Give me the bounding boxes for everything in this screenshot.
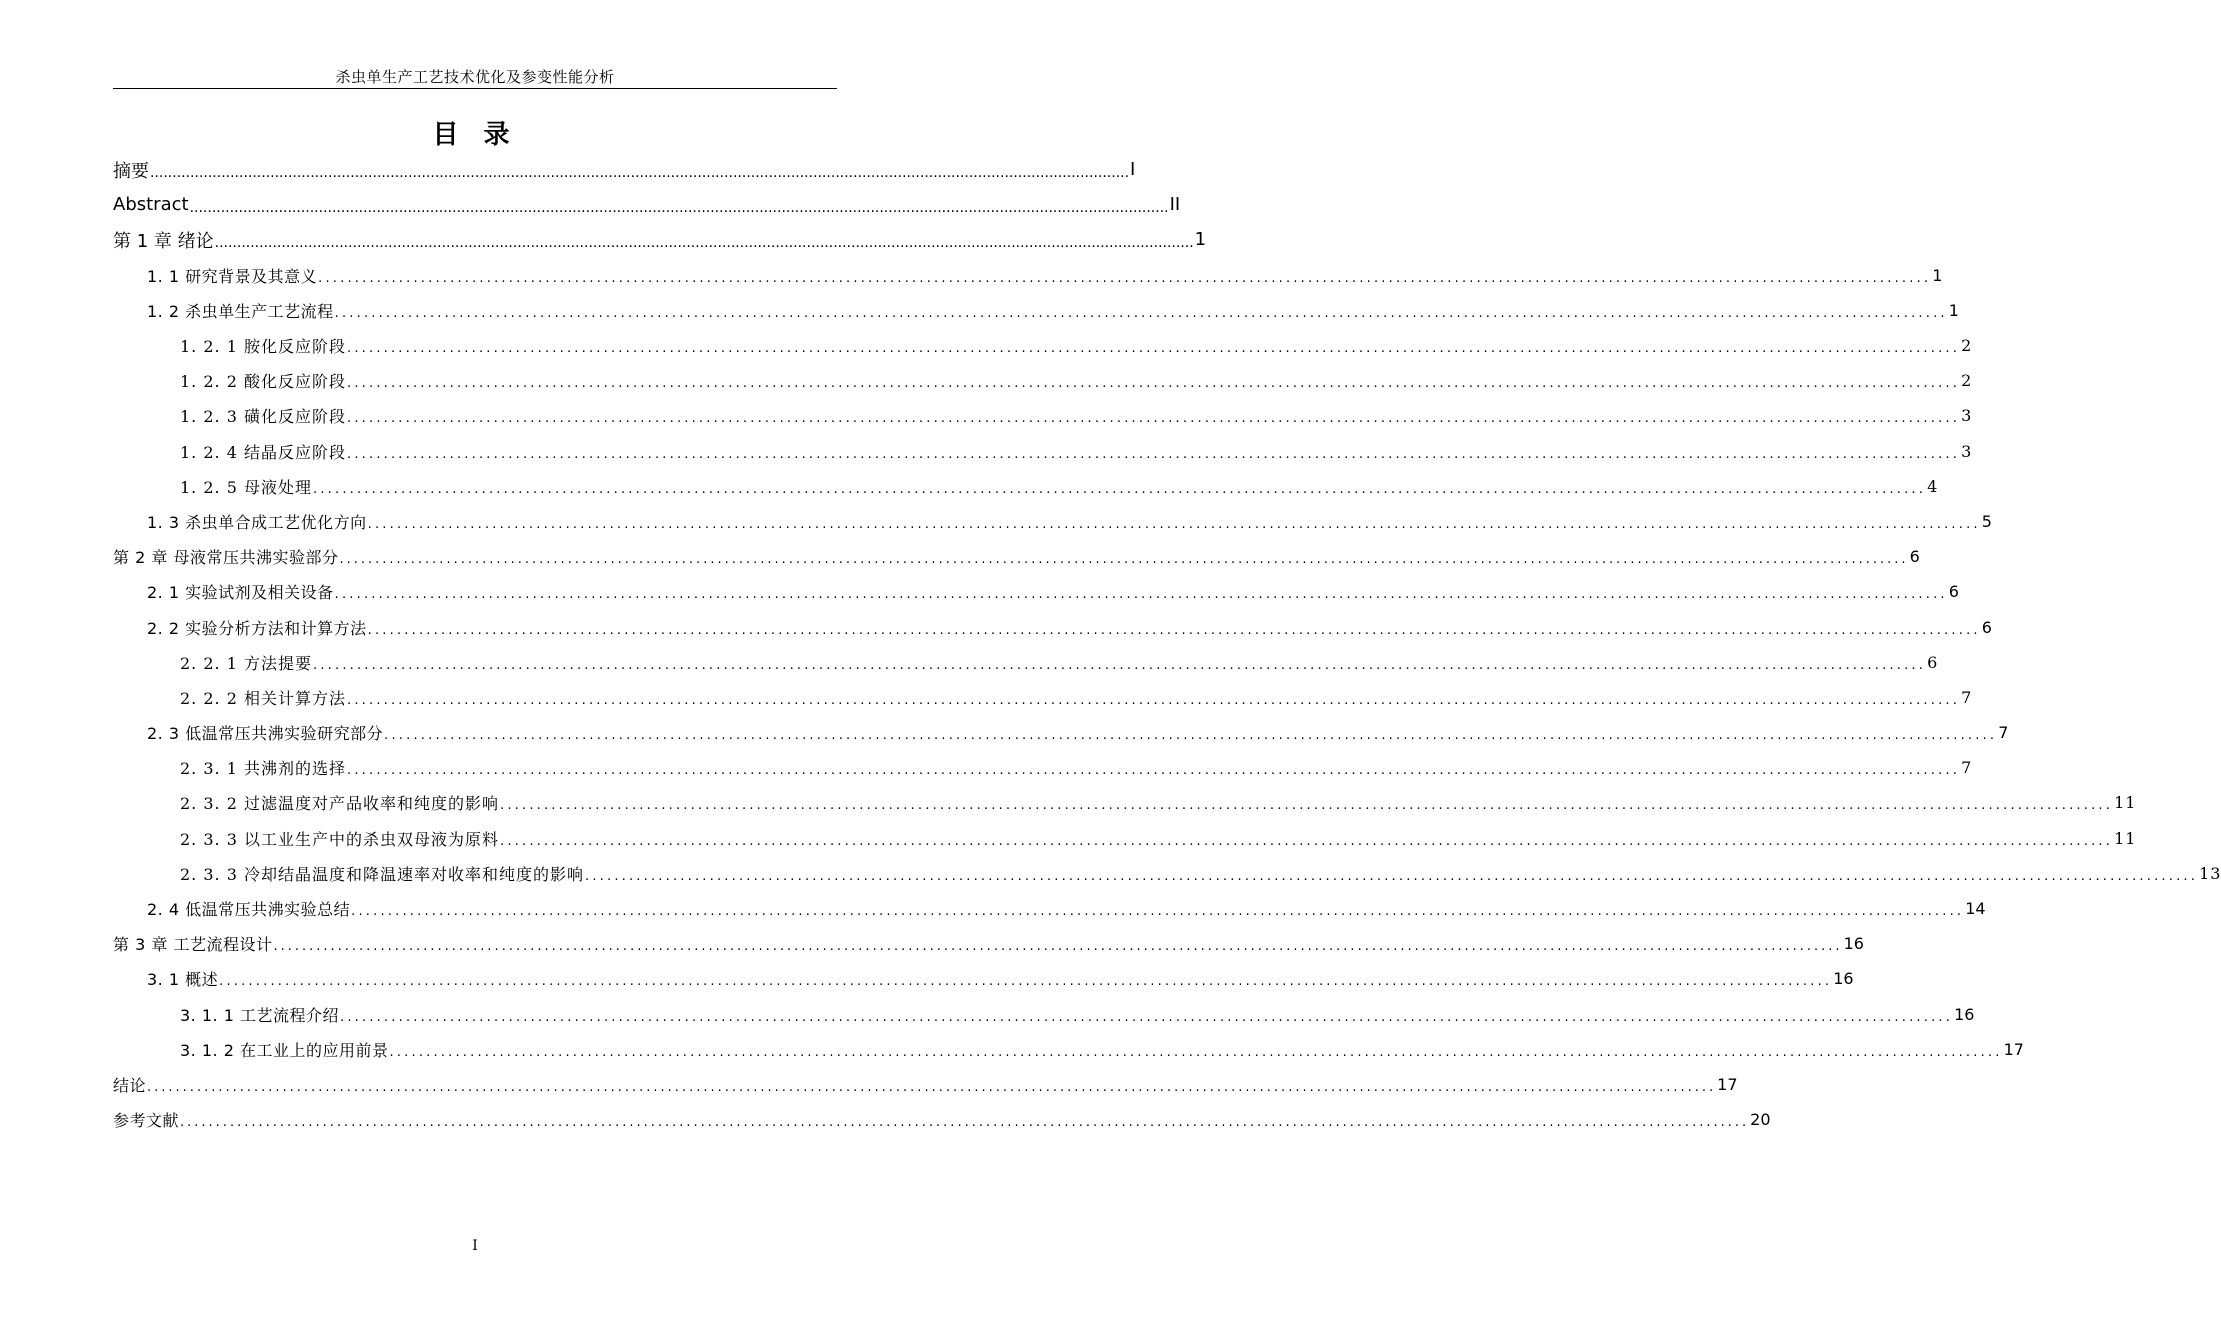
toc-entry-label: 1. 3 杀虫单合成工艺优化方向 <box>147 512 367 532</box>
toc-title: 目 录 <box>432 120 518 150</box>
toc-leader-dots: ............................................................................................................................................................................................................................ <box>346 341 1961 357</box>
toc-leader-dots: ............................................................................................................................................................................................................................ <box>180 1115 1750 1131</box>
toc-entry-label: 2. 2 实验分析方法和计算方法 <box>147 618 367 638</box>
toc-entry-page: 16 <box>1843 934 1864 954</box>
toc-entry[interactable] <box>113 680 1973 715</box>
toc-leader-dots: ............................................................................................................................................................................................................................ <box>147 1079 1717 1095</box>
toc-entry[interactable] <box>113 609 1992 644</box>
toc-leader-dots: ............................................................................................................................................................................................................................ <box>334 305 1948 321</box>
toc-entry[interactable] <box>113 1032 2024 1067</box>
toc-leader-dots: ............................................................................................................................................................................................................................ <box>189 199 1169 216</box>
toc-entry[interactable] <box>113 398 1973 433</box>
toc-entry[interactable] <box>113 856 2221 891</box>
toc-entry[interactable] <box>113 187 1181 222</box>
header-rule <box>113 88 837 89</box>
toc-entry-page: 13 <box>2199 863 2221 883</box>
toc-leader-dots: ............................................................................................................................................................................................................................ <box>334 587 1948 603</box>
toc-entry-label: 2. 2. 2 相关计算方法 <box>180 688 346 708</box>
toc-entry[interactable] <box>113 504 1992 539</box>
toc-entry-page: 7 <box>1961 687 1973 707</box>
toc-entry[interactable] <box>113 258 1943 293</box>
toc-entry-label: 2. 3. 2 过滤温度对产品收率和纯度的影响 <box>180 794 499 814</box>
toc-entry[interactable] <box>113 328 1973 363</box>
toc-leader-dots: ............................................................................................................................................................................................................................ <box>150 164 1130 181</box>
toc-entry[interactable] <box>113 785 2137 820</box>
toc-leader-dots: ............................................................................................................................................................................................................................ <box>346 376 1961 392</box>
toc-entry-label: 2. 3. 3 以工业生产中的杀虫双母液为原料 <box>180 829 499 849</box>
toc-leader-dots: ............................................................................................................................................................................................................................ <box>346 446 1961 462</box>
toc-entry-label: 1. 2. 5 母液处理 <box>180 477 312 497</box>
toc-leader-dots: ............................................................................................................................................................................................................................ <box>367 622 1981 638</box>
toc-entry-label: 第 1 章 绪论 <box>113 230 214 252</box>
toc-leader-dots: ............................................................................................................................................................................................................................ <box>346 692 1961 708</box>
toc-leader-dots: ............................................................................................................................................................................................................................ <box>312 481 1927 497</box>
toc-entry-label: 2. 2. 1 方法提要 <box>180 653 312 673</box>
running-header: 杀虫单生产工艺技术优化及参变性能分析 <box>335 68 615 86</box>
toc-entry-page: 4 <box>1927 476 1939 496</box>
toc-entry-page: 5 <box>1981 511 1992 531</box>
toc-entry-label: 1. 1 研究背景及其意义 <box>147 266 318 286</box>
toc-entry[interactable] <box>113 539 1920 574</box>
toc-leader-dots: ............................................................................................................................................................................................................................ <box>584 868 2199 884</box>
toc-entry-page: 3 <box>1961 406 1973 426</box>
toc-entry-page: 17 <box>2003 1039 2024 1059</box>
toc-entry-page: 6 <box>1909 547 1920 567</box>
toc-entry-label: Abstract <box>113 194 189 216</box>
toc-entry[interactable] <box>113 434 1973 469</box>
toc-entry[interactable] <box>113 997 1975 1032</box>
toc-entry-page: 1 <box>1948 300 1959 320</box>
table-of-contents <box>113 152 2221 1137</box>
toc-entry[interactable] <box>113 926 1864 961</box>
page-number: I <box>472 1238 478 1254</box>
toc-entry-page: 7 <box>1961 758 1973 778</box>
toc-entry[interactable] <box>113 363 1973 398</box>
toc-entry-label: 2. 3. 3 冷却结晶温度和降温速率对收率和纯度的影响 <box>180 864 584 884</box>
toc-leader-dots: ............................................................................................................................................................................................................................ <box>499 798 2114 814</box>
toc-entry[interactable] <box>113 574 1959 609</box>
toc-entry-page: 6 <box>1948 582 1959 602</box>
toc-entry-label: 1. 2. 4 结晶反应阶段 <box>180 442 346 462</box>
toc-leader-dots: ............................................................................................................................................................................................................................ <box>384 728 1998 744</box>
toc-entry-label: 3. 1 概述 <box>147 970 219 990</box>
toc-entry[interactable] <box>113 891 1986 926</box>
toc-entry-page: 17 <box>1717 1074 1738 1094</box>
toc-entry[interactable] <box>113 645 1939 680</box>
toc-entry[interactable] <box>113 293 1959 328</box>
toc-entry-page: I <box>1130 159 1136 181</box>
toc-entry[interactable] <box>113 715 2009 750</box>
toc-entry-page: 1 <box>1194 229 1207 251</box>
toc-entry[interactable] <box>113 1067 1738 1102</box>
toc-leader-dots: ............................................................................................................................................................................................................................ <box>367 516 1981 532</box>
toc-entry-label: 1. 2 杀虫单生产工艺流程 <box>147 301 334 321</box>
toc-entry-label: 1. 2. 2 酸化反应阶段 <box>180 372 346 392</box>
toc-entry[interactable] <box>113 750 1973 785</box>
toc-entry-label: 2. 1 实验试剂及相关设备 <box>147 583 334 603</box>
toc-entry[interactable] <box>113 961 1854 996</box>
toc-entry-label: 2. 3. 1 共沸剂的选择 <box>180 759 346 779</box>
toc-leader-dots: ............................................................................................................................................................................................................................ <box>318 270 1932 286</box>
toc-entry-page: 6 <box>1927 652 1939 672</box>
toc-entry-page: 16 <box>1833 969 1854 989</box>
toc-entry-page: 2 <box>1961 371 1973 391</box>
toc-entry-page: 7 <box>1998 723 2009 743</box>
toc-leader-dots: ............................................................................................................................................................................................................................ <box>214 234 1194 251</box>
toc-entry-page: 16 <box>1954 1004 1975 1024</box>
toc-entry-label: 摘要 <box>113 160 149 182</box>
toc-entry-label: 第 2 章 母液常压共沸实验部分 <box>113 548 339 568</box>
toc-entry[interactable] <box>113 222 1207 257</box>
toc-entry[interactable] <box>113 152 1136 187</box>
toc-leader-dots: ............................................................................................................................................................................................................................ <box>219 974 1833 990</box>
toc-entry-label: 结论 <box>113 1075 147 1095</box>
toc-entry-page: 1 <box>1932 265 1943 285</box>
toc-entry-label: 2. 3 低温常压共沸实验研究部分 <box>147 724 384 744</box>
toc-entry-page: 3 <box>1961 441 1973 461</box>
toc-entry[interactable] <box>113 469 1939 504</box>
toc-entry-label: 2. 4 低温常压共沸实验总结 <box>147 900 351 920</box>
toc-leader-dots: ............................................................................................................................................................................................................................ <box>339 552 1909 568</box>
toc-leader-dots: ............................................................................................................................................................................................................................ <box>346 411 1961 427</box>
toc-entry-label: 1. 2. 3 磺化反应阶段 <box>180 407 346 427</box>
toc-leader-dots: ............................................................................................................................................................................................................................ <box>389 1044 2003 1060</box>
toc-entry-page: II <box>1169 194 1181 216</box>
toc-entry-label: 第 3 章 工艺流程设计 <box>113 935 273 955</box>
toc-entry-page: 2 <box>1961 336 1973 356</box>
toc-leader-dots: ............................................................................................................................................................................................................................ <box>351 904 1965 920</box>
toc-entry-label: 1. 2. 1 胺化反应阶段 <box>180 337 346 357</box>
toc-entry-page: 6 <box>1981 617 1992 637</box>
toc-entry-page: 14 <box>1965 899 1986 919</box>
toc-leader-dots: ............................................................................................................................................................................................................................ <box>339 1009 1954 1025</box>
toc-entry-label: 3. 1. 2 在工业上的应用前景 <box>180 1040 389 1060</box>
toc-entry-label: 参考文献 <box>113 1111 180 1131</box>
toc-entry-page: 11 <box>2114 828 2137 848</box>
toc-entry-page: 11 <box>2114 793 2137 813</box>
toc-entry[interactable] <box>113 1102 1771 1137</box>
toc-leader-dots: ............................................................................................................................................................................................................................ <box>312 657 1927 673</box>
toc-leader-dots: ............................................................................................................................................................................................................................ <box>346 763 1961 779</box>
toc-leader-dots: ............................................................................................................................................................................................................................ <box>499 833 2114 849</box>
toc-entry[interactable] <box>113 821 2137 856</box>
toc-leader-dots: ............................................................................................................................................................................................................................ <box>273 939 1843 955</box>
toc-entry-label: 3. 1. 1 工艺流程介绍 <box>180 1005 339 1025</box>
toc-entry-page: 20 <box>1750 1110 1771 1130</box>
